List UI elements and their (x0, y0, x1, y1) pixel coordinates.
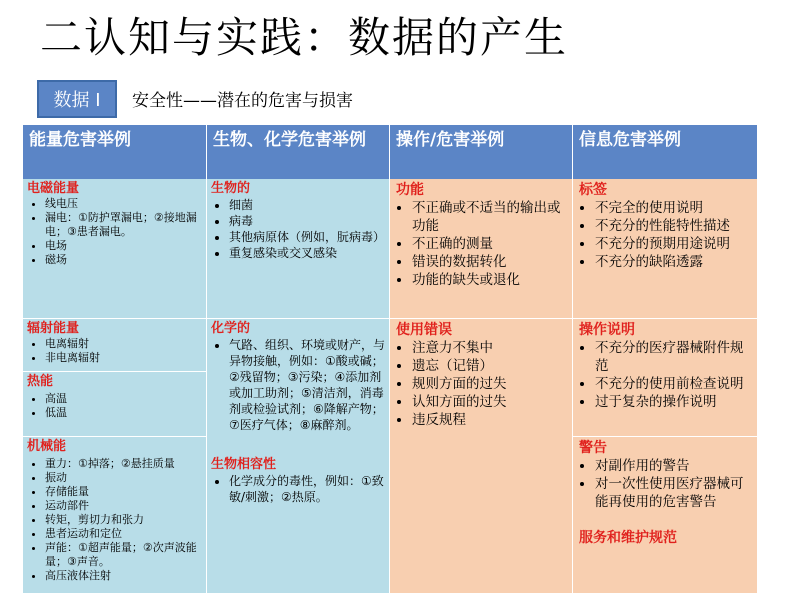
section-title: 辐射能量 (27, 321, 80, 336)
item-list (23, 337, 206, 365)
section-title: 生物相容性 (211, 457, 277, 472)
list-item: • 功能的缺失或退化 (412, 271, 568, 289)
list-item: • 电离辐射 (45, 337, 202, 351)
list-item: • 不完全的使用说明 (595, 199, 753, 217)
item-list (207, 337, 389, 433)
list-item: • 转矩，剪切力和张力 (45, 513, 202, 527)
section-title: 服务和维护规范 (579, 530, 677, 546)
list-item: • 非电离辐射 (45, 351, 202, 365)
list-item: • 不充分的使用前检查说明 (595, 375, 753, 393)
list-item: • 错误的数据转化 (412, 253, 568, 271)
list-item: • 线电压 (45, 197, 202, 211)
section-title: 使用错误 (396, 322, 452, 338)
cell-function (390, 179, 573, 319)
list-item: • 对一次性使用医疗器械可能再使用的危害警告 (595, 475, 753, 511)
section-title: 标签 (579, 182, 607, 198)
list-item: • 不充分的预期用途说明 (595, 235, 753, 253)
section-title: 电磁能量 (27, 181, 80, 196)
list-item: • 对副作用的警告 (595, 457, 753, 475)
cell-warning (573, 437, 757, 593)
list-item: • 细菌 (229, 197, 385, 213)
list-item: • 违反规程 (412, 411, 568, 429)
item-list (390, 199, 572, 289)
list-item: • 电场 (45, 239, 202, 253)
section-title: 操作说明 (579, 322, 635, 338)
list-item: • 过于复杂的操作说明 (595, 393, 753, 411)
item-list (207, 473, 389, 505)
list-item: • 规则方面的过失 (412, 375, 568, 393)
list-item: • 认知方面的过失 (412, 393, 568, 411)
item-list (390, 339, 572, 429)
cell-radiation (23, 319, 207, 372)
section-title: 生物的 (211, 181, 251, 196)
list-item: • 遗忘（记错） (412, 357, 568, 375)
list-item: • 声能：①超声能量；②次声波能量；③声音。 (45, 541, 202, 569)
section-title: 功能 (396, 182, 424, 198)
list-item: • 存储能量 (45, 485, 202, 499)
list-item: • 漏电：①防护罩漏电；②接地漏电；③患者漏电。 (45, 211, 202, 239)
cell-biological (207, 179, 390, 319)
list-item: • 其他病原体（例如，朊病毒） (229, 229, 385, 245)
item-list (23, 392, 206, 420)
section-badge: 数据 I (37, 80, 117, 118)
list-item: • 不充分的性能特性描述 (595, 217, 753, 235)
list-item: • 化学成分的毒性，例如：①致敏/刺激；②热原。 (229, 473, 385, 505)
page-title: 二认知与实践：数据的产生 (40, 13, 569, 62)
list-item: • 重复感染或交叉感染 (229, 245, 385, 261)
section-title: 化学的 (211, 321, 251, 336)
cell-instructions (573, 319, 757, 437)
item-list (207, 197, 389, 261)
list-item: • 振动 (45, 471, 202, 485)
list-item: • 患者运动和定位 (45, 527, 202, 541)
list-item: • 磁场 (45, 253, 202, 267)
section-title: 机械能 (27, 439, 67, 454)
hazard-table (23, 125, 757, 593)
item-list (573, 199, 757, 271)
list-item: • 注意力不集中 (412, 339, 568, 357)
section-title: 警告 (579, 440, 607, 456)
list-item: • 气路、组织、环境或财产，与异物接触，例如：①酸或碱；②残留物；③污染；④添加剂或加工助剂；⑤清洁剂，消毒剂或检验试剂；⑥降解产物；⑦医疗气体；⑧麻醉剂。 (229, 337, 385, 433)
list-item: • 病毒 (229, 213, 385, 229)
header-information: 信息危害举例 (573, 125, 757, 179)
list-item: • 高压液体注射 (45, 569, 202, 583)
list-item: • 重力：①掉落；②悬挂质量 (45, 457, 202, 471)
cell-mechanical (23, 437, 207, 593)
header-operation: 操作/危害举例 (390, 125, 573, 179)
cell-electromagnetic (23, 179, 207, 319)
list-item: • 不充分的缺陷透露 (595, 253, 753, 271)
item-list (23, 457, 206, 583)
cell-label (573, 179, 757, 319)
list-item: • 低温 (45, 406, 202, 420)
section-title: 热能 (27, 374, 54, 389)
cell-thermal (23, 372, 207, 437)
list-item: • 不正确的测量 (412, 235, 568, 253)
cell-chemical (207, 319, 390, 593)
item-list (23, 197, 206, 267)
list-item: • 运动部件 (45, 499, 202, 513)
page-subtitle: 安全性——潜在的危害与损害 (132, 91, 353, 111)
list-item: • 高温 (45, 392, 202, 406)
header-biochem: 生物、化学危害举例 (207, 125, 390, 179)
header-energy: 能量危害举例 (23, 125, 207, 179)
item-list (573, 339, 757, 411)
cell-use-error (390, 319, 573, 593)
item-list (573, 457, 757, 511)
list-item: • 不充分的医疗器械附件规范 (595, 339, 753, 375)
list-item: • 不正确或不适当的输出或功能 (412, 199, 568, 235)
